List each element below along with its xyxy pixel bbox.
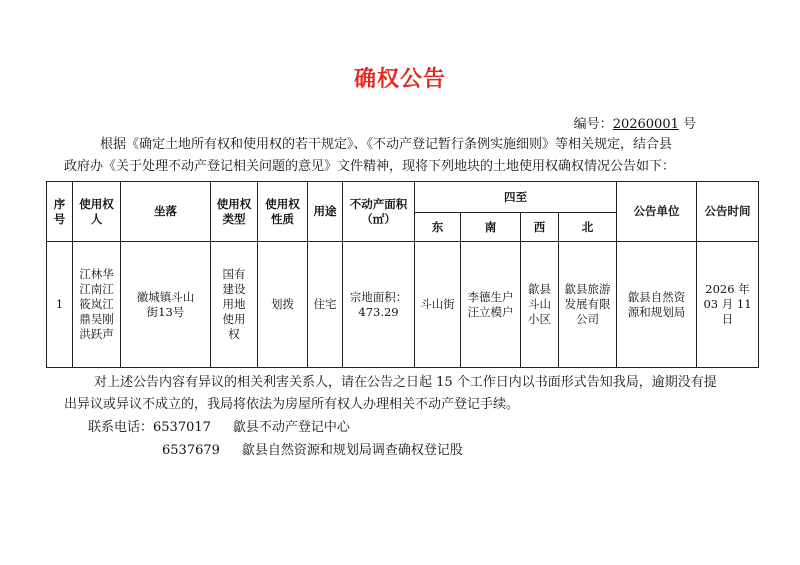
cell-area: 宗地面积：473.29 bbox=[343, 242, 415, 368]
header-usage: 用途 bbox=[308, 182, 343, 242]
header-boundaries: 四至 bbox=[415, 182, 617, 213]
header-owner: 使用权人 bbox=[73, 182, 121, 242]
cell-east: 斗山街 bbox=[415, 242, 461, 368]
cell-right-nature: 划拨 bbox=[258, 242, 308, 368]
header-seq: 序号 bbox=[47, 182, 73, 242]
contact-row-2 bbox=[162, 441, 463, 461]
header-east: 东 bbox=[415, 213, 461, 242]
cell-seq: 1 bbox=[47, 242, 73, 368]
notice-table bbox=[46, 181, 759, 368]
cell-unit: 歙县自然资源和规划局 bbox=[617, 242, 697, 368]
cell-south: 李德生户汪立模户 bbox=[461, 242, 521, 368]
header-location: 坐落 bbox=[121, 182, 211, 242]
footer-paragraph-2: 出异议或异议不成立的，我局将依法为房屋所有权人办理相关不动产登记手续。 bbox=[64, 397, 520, 412]
contact-phone-2: 6537679 bbox=[162, 443, 220, 458]
serial-value: 20260001 bbox=[612, 117, 679, 132]
serial-label: 编号： bbox=[573, 117, 613, 132]
serial-suffix: 号 bbox=[678, 117, 696, 132]
cell-usage: 住宅 bbox=[308, 242, 343, 368]
footer-paragraph-1: 对上述公告内容有异议的相关利害关系人，请在公告之日起 15 个工作日内以书面形式告知我局，逾期没有提 bbox=[94, 375, 717, 390]
cell-date: 2026 年 03 月 11 日 bbox=[697, 242, 759, 368]
header-south: 南 bbox=[461, 213, 521, 242]
cell-owner: 江林华江南江筱岚江鼎吴刚洪跃声 bbox=[73, 242, 121, 368]
contact-org-2: 歙县自然资源和规划局调查确权登记股 bbox=[241, 443, 463, 458]
cell-right-type: 国有建设用地使用权 bbox=[211, 242, 258, 368]
header-north: 北 bbox=[559, 213, 617, 242]
header-right-type: 使用权类型 bbox=[211, 182, 258, 242]
header-west: 西 bbox=[521, 213, 559, 242]
table-row bbox=[47, 242, 759, 368]
contact-phone-1: 6537017 bbox=[153, 420, 211, 435]
contact-label: 联系电话： bbox=[88, 420, 154, 435]
cell-location: 徽城镇斗山街13号 bbox=[121, 242, 211, 368]
contact-row-1 bbox=[88, 418, 350, 438]
intro-line-2: 政府办《关于处理不动产登记相关问题的意见》文件精神，现将下列地块的土地使用权确权情况公告如下： bbox=[64, 159, 676, 174]
header-right-nature: 使用权性质 bbox=[258, 182, 308, 242]
page-title: 确权公告 bbox=[353, 67, 446, 92]
header-area: 不动产面积（㎡） bbox=[343, 182, 415, 242]
intro-line-1: 根据《确定土地所有权和使用权的若干规定》、《不动产登记暂行条例实施细则》等相关规定，结合县 bbox=[100, 137, 673, 152]
cell-north: 歙县旅游发展有限公司 bbox=[559, 242, 617, 368]
contact-org-1: 歙县不动产登记中心 bbox=[232, 420, 350, 435]
header-unit: 公告单位 bbox=[617, 182, 697, 242]
header-date: 公告时间 bbox=[697, 182, 759, 242]
serial-number bbox=[574, 113, 696, 132]
header-row-1 bbox=[47, 182, 759, 213]
cell-west: 歙县斗山小区 bbox=[521, 242, 559, 368]
